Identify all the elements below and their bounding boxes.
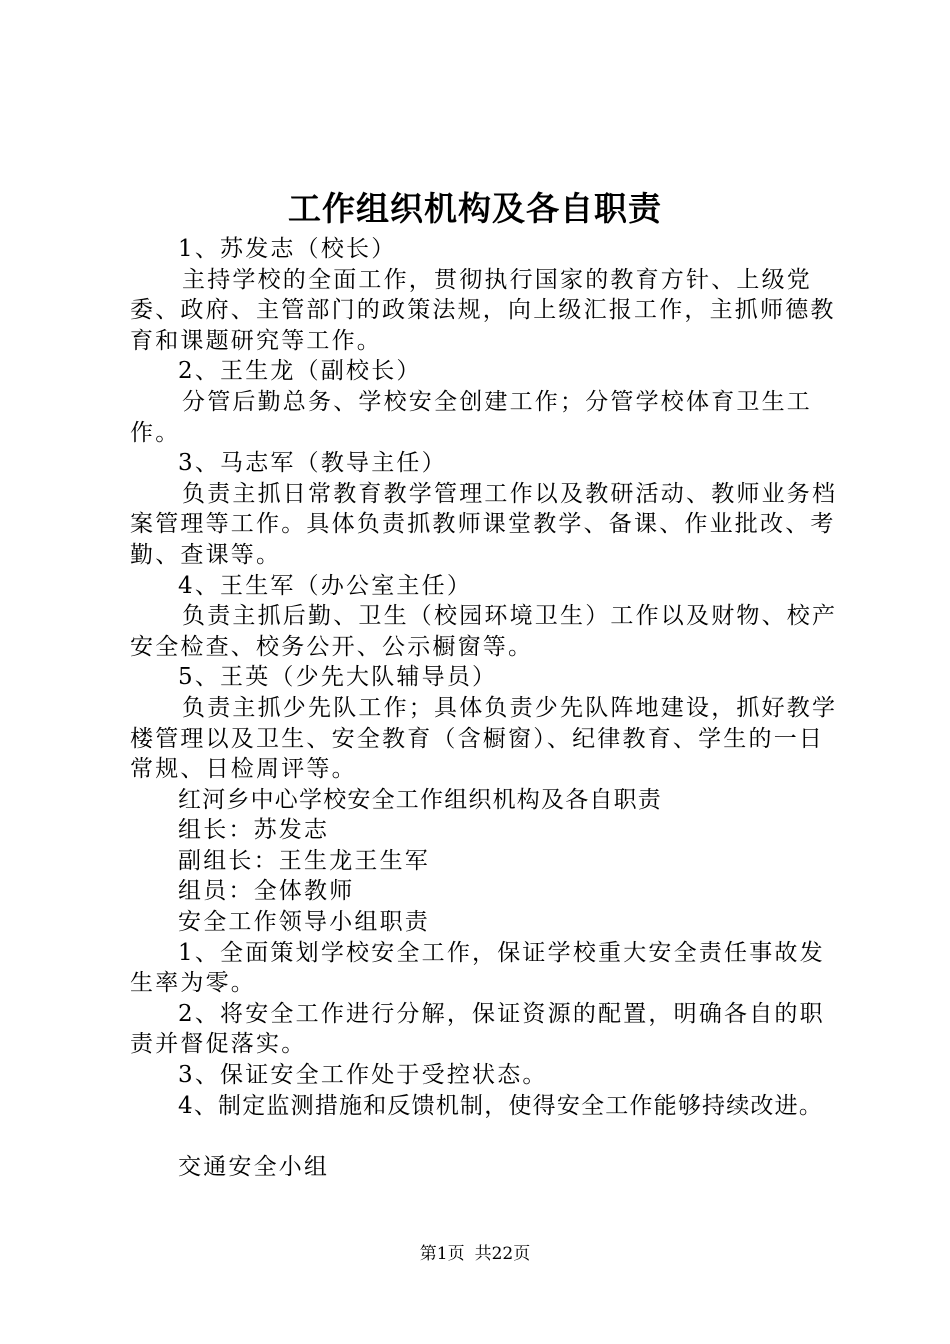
paragraph-academic-director-duties: 负责主抓日常教育教学管理工作以及教研活动、教师业务档案管理等工作。具体负责抓教师课堂教学、备课、作业批改、考勤、查课等。: [130, 480, 838, 568]
paragraph-office-director-duties: 负责主抓后勤、卫生（校园环境卫生）工作以及财物、校产安全检查、校务公开、公示橱窗等。: [130, 603, 838, 660]
paragraph-vice-principal-duties: 分管后勤总务、学校安全创建工作；分管学校体育卫生工作。: [130, 388, 812, 446]
list-item-safety-duty-4: 4、制定监测措施和反馈机制，使得安全工作能够持续改进。: [178, 1092, 824, 1119]
document-body: [130, 234, 842, 1182]
page-footer: [0, 1242, 950, 1266]
list-item-safety-duty-1: 1、全面策划学校安全工作，保证学校重大安全责任事故发生率为零。: [130, 939, 825, 997]
paragraph-pioneer-counselor-duties: 负责主抓少先队工作；具体负责少先队阵地建设，抓好教学楼管理以及卫生、安全教育（含橱窗）、纪律教育、学生的一日常规、日检周评等。: [130, 694, 838, 783]
list-item-safety-duty-3: 3、保证安全工作处于受控状态。: [178, 1062, 548, 1089]
page-number: 第1页: [419, 1244, 465, 1264]
paragraph-team-leader: 组长：苏发志: [178, 817, 330, 844]
section-heading-academic-director: 3、马志军（教导主任）: [178, 450, 447, 477]
section-heading-traffic-safety: 交通安全小组: [178, 1153, 330, 1180]
page-total: 共22页: [474, 1244, 531, 1264]
section-heading-safety-duties: 安全工作领导小组职责: [178, 909, 430, 936]
document-title: 工作组织机构及各自职责: [288, 189, 662, 228]
paragraph-deputy-leaders: 副组长：王生龙王生军: [178, 847, 430, 874]
section-heading-pioneer-counselor: 5、王英（少先大队辅导员）: [178, 664, 498, 691]
list-item-safety-duty-2: 2、将安全工作进行分解，保证资源的配置，明确各自的职责并督促落实。: [130, 1000, 825, 1058]
section-heading-vice-principal: 2、王生龙（副校长）: [178, 358, 422, 385]
section-heading-principal: 1、苏发志（校长）: [178, 236, 397, 262]
paragraph-principal-duties: 主持学校的全面工作，贯彻执行国家的教育方针、上级党委、政府、主管部门的政策法规，向上级汇报工作，主抓师德教育和课题研究等工作。: [130, 266, 836, 354]
paragraph-members: 组员：全体教师: [178, 878, 355, 905]
section-heading-safety-organization: 红河乡中心学校安全工作组织机构及各自职责: [178, 786, 662, 813]
blank-line: [130, 1121, 842, 1152]
section-heading-office-director: 4、王生军（办公室主任）: [178, 572, 473, 599]
